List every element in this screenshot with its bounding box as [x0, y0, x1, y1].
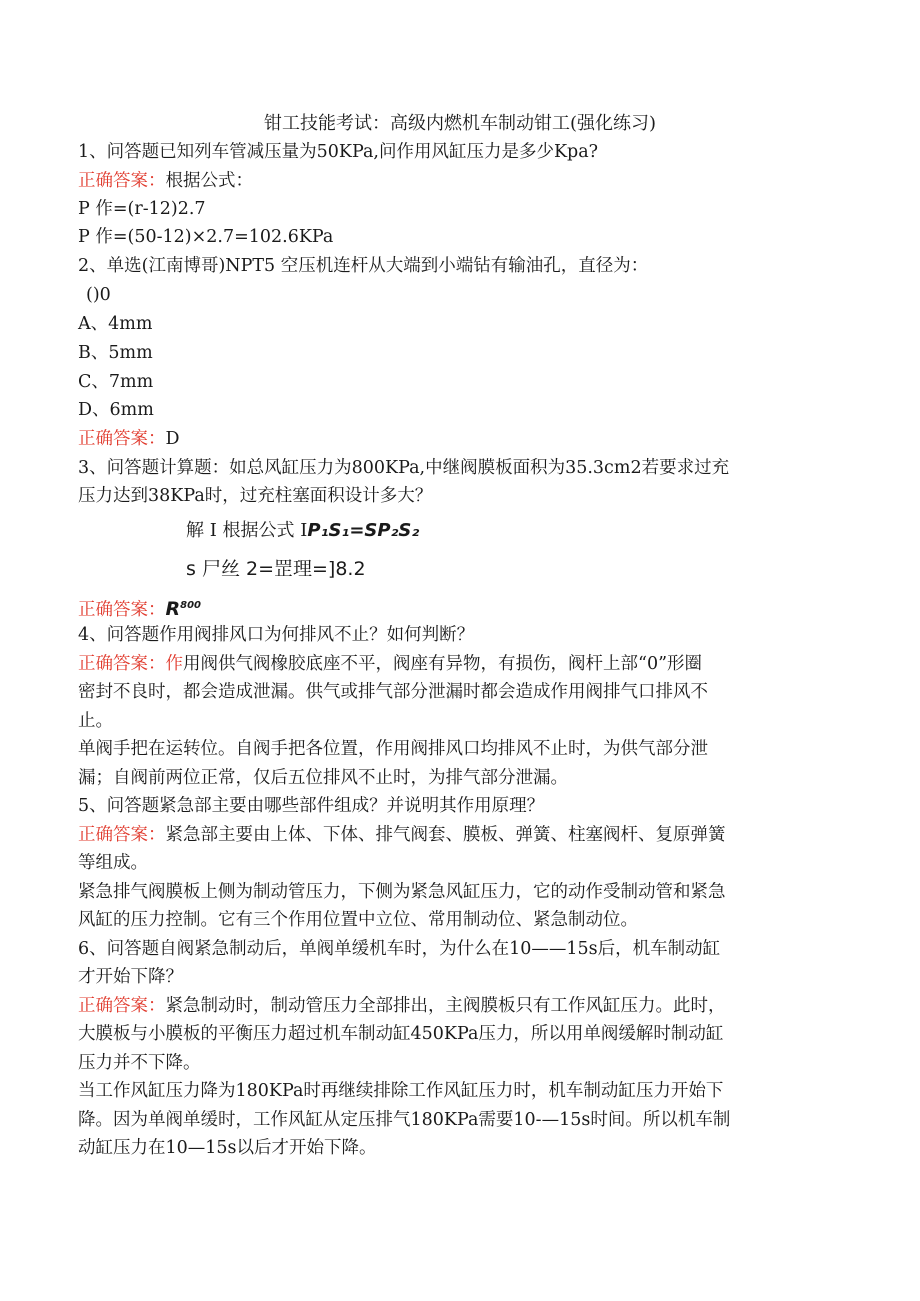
- answer-label: 正确答案：: [78, 996, 166, 1016]
- q6-paragraph-line-3: 动缸压力在10—15s以后才开始下降。: [78, 1138, 377, 1158]
- q1-formula-1: P 作=(r-12)2.7: [78, 199, 206, 219]
- q4-question: 4、问答题作用阀排风口为何排风不止？如何判断？: [78, 625, 475, 645]
- answer-text: 紧急制动时，制动管压力全部排出，主阀膜板只有工作风缸压力。此时，: [165, 996, 726, 1016]
- q6-paragraph-line-1: 当工作风缸压力降为180KPa时再继续排除工作风缸压力时，机车制动缸压力开始下: [78, 1081, 724, 1101]
- q4-answer-line-2: 密封不良时，都会造成泄漏。供气或排气部分泄漏时都会造成作用阀排气口排风不: [78, 682, 708, 702]
- q6-question-line-1: 6、问答题自阀紧急制动后，单阀单缓机车时，为什么在10——15s后，机车制动缸: [78, 939, 721, 959]
- q2-option-c: C、7mm: [78, 372, 154, 392]
- q6-paragraph-line-2: 降。因为单阀单缓时，工作风缸从定压排气180KPa需要10-—15s时间。所以机车制: [78, 1110, 731, 1130]
- answer-label: 正确答案：: [78, 599, 166, 620]
- q2-answer-row: [78, 427, 180, 451]
- q5-answer-line-2: 等组成。: [78, 853, 148, 873]
- q4-answer-line-3: 止。: [78, 711, 113, 731]
- answer-text: D: [165, 429, 180, 449]
- q3-formula-2: [186, 556, 366, 582]
- q6-answer-line-2: 大膜板与小膜板的平衡压力超过机车制动缸450KPa压力，所以用单阀缓解时制动缸: [78, 1024, 724, 1044]
- q2-option-b: B、5mm: [78, 343, 153, 363]
- answer-superscript: 800: [180, 600, 202, 611]
- q3-question-line-1: 3、问答题计算题：如总风缸压力为800KPa,中继阀膜板面积为35.3cm2若要求过充: [78, 458, 730, 478]
- q5-paragraph-line-1: 紧急排气阀膜板上侧为制动管压力，下侧为紧急风缸压力，它的动作受制动管和紧急: [78, 882, 726, 902]
- q6-answer-line-3: 压力并不下降。: [78, 1053, 201, 1073]
- formula-math: P₁S₁=SP₂S₂: [307, 520, 420, 541]
- formula-text: s 尸丝 2=罡理=]: [186, 558, 336, 580]
- q6-question-line-2: 才开始下降？: [78, 967, 183, 987]
- q2-option-d: D、6mm: [78, 400, 154, 420]
- q5-answer-line-1: [78, 823, 726, 847]
- answer-label: 正确答案：: [78, 171, 166, 191]
- formula-suffix: 8.2: [335, 558, 366, 580]
- q4-answer-line-1: [78, 652, 702, 676]
- answer-text: 用阀供气阀橡胶底座不平，阀座有异物，有损伤，阀杆上部“0”形圈: [183, 654, 703, 674]
- q5-paragraph-line-2: 风缸的压力控制。它有三个作用位置中立位、常用制动位、紧急制动位。: [78, 910, 638, 930]
- formula-prefix: 解 I 根据公式 I: [186, 520, 308, 541]
- q4-paragraph-line-1: 单阀手把在运转位。自阀手把各位置，作用阀排风口均排风不止时，为供气部分泄: [78, 739, 708, 759]
- q3-answer-row: [78, 594, 201, 622]
- q3-question-line-2: 压力达到38KPa时，过充柱塞面积设计多大？: [78, 486, 433, 506]
- q6-answer-line-1: [78, 994, 726, 1018]
- answer-label: 正确答案：: [78, 654, 166, 674]
- q5-question: 5、问答题紧急部主要由哪些部件组成？并说明其作用原理？: [78, 796, 545, 816]
- page-title: 钳工技能考试：高级内燃机车制动钳工(强化练习): [263, 113, 657, 134]
- answer-label: 正确答案：: [78, 429, 166, 449]
- q4-paragraph-line-2: 漏；自阀前两位正常，仅后五位排风不止时，为排气部分泄漏。: [78, 768, 568, 788]
- q2-blank: ()0: [86, 285, 111, 305]
- answer-math: R: [165, 597, 181, 620]
- q3-formula-1: [186, 518, 419, 544]
- q1-question: 1、问答题已知列车管减压量为50KPa,问作用风缸压力是多少Kpa?: [78, 142, 599, 162]
- answer-text: 根据公式：: [165, 171, 253, 191]
- q1-answer-row: [78, 169, 253, 193]
- q2-option-a: A、4mm: [78, 314, 153, 334]
- q2-question: 2、单选(江南博哥)NPT5 空压机连杆从大端到小端钻有输油孔，直径为：: [78, 256, 649, 276]
- answer-text: 紧急部主要由上体、下体、排气阀套、膜板、弹簧、柱塞阀杆、复原弹簧: [165, 825, 726, 845]
- answer-first-char: 作: [165, 654, 183, 674]
- q1-formula-2: P 作=(50-12)×2.7=102.6KPa: [78, 227, 334, 247]
- answer-label: 正确答案：: [78, 825, 166, 845]
